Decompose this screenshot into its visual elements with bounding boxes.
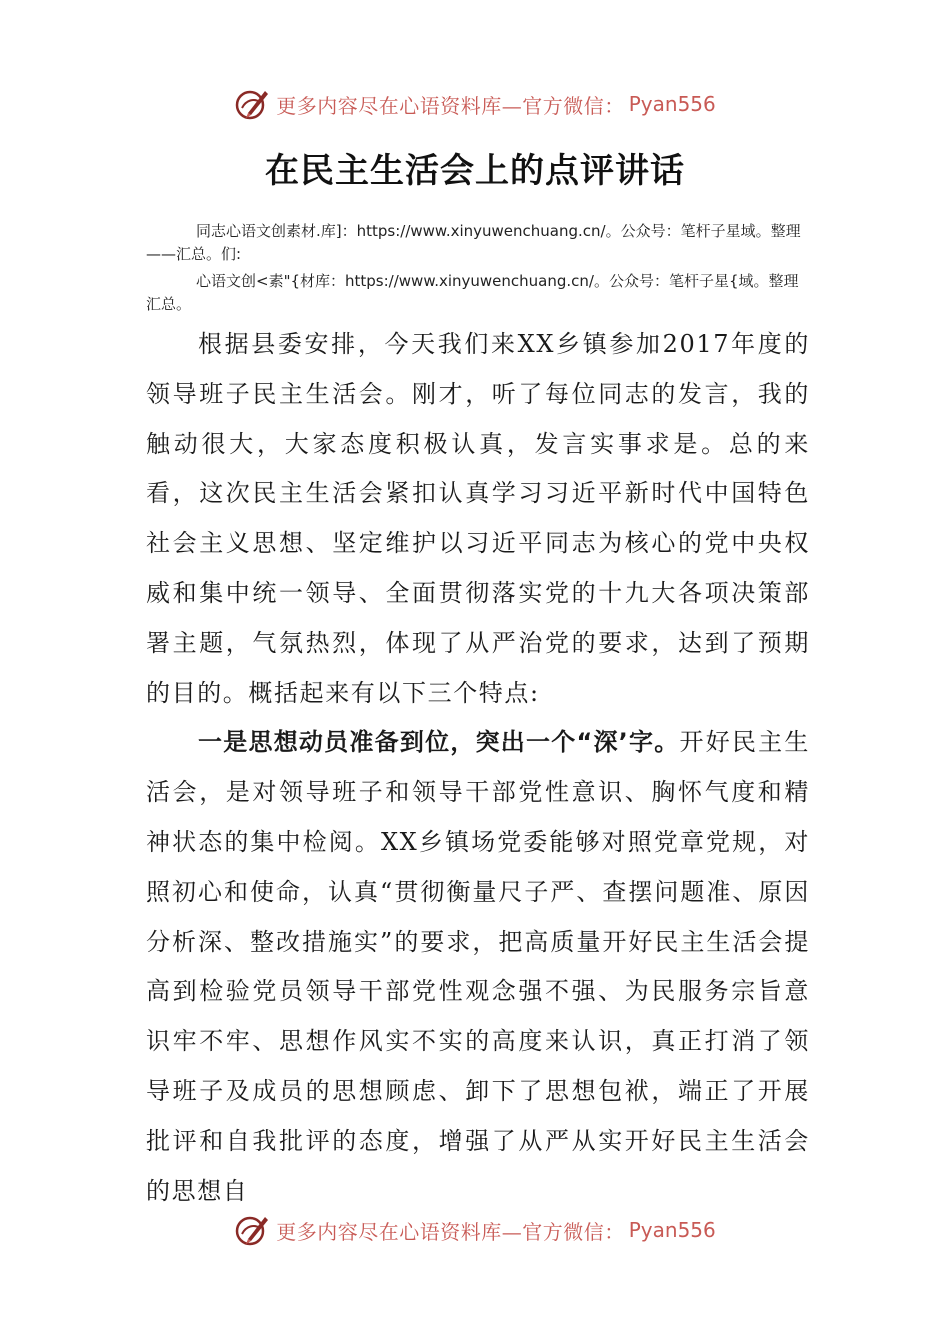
paragraph-point-one-lead: 一是思想动员准备到位，突出一个“深’字。 (198, 728, 680, 757)
header-banner (0, 84, 950, 124)
banner-wechat-id: Pyan556 (628, 1218, 716, 1242)
paragraph-point-one-body: 开好民主生活会，是对领导班子和领导干部党性意识、胸怀气度和精神状态的集中检阅。XX乡镇场党委能够对照党章党规，对照初心和使命，认真“贯彻衡量尺子严、查摆问题准、原因分析深、整改措施实”的要求，把高质量开好民主生活会提高到检验党员领导干部党性观念强不强、为民服务宗旨意识牢不牢、思想作风实不实的高度来认识，真正打消了领导班子及成员的思想顾虑、卸下了思想包袱，端正了开展批评和自我批评的态度，增强了从严从实开好民主生活会的思想自 (146, 728, 811, 1205)
footer-banner (0, 1210, 950, 1250)
paragraph-intro: 根据县委安排，今天我们来XX乡镇参加2017年度的领导班子民主生活会。刚才，听了每位同志的发言，我的触动很大，大家态度积极认真，发言实事求是。总的来看，这次民主生活会紧扣认真学习习近平新时代中国特色社会主义思想、坚定维护以习近平同志为核心的党中央权威和集中统一领导、全面贯彻落实党的十九大各项决策部署主题，气氛热烈，体现了从严治党的要求，达到了预期的目的。概括起来有以下三个特点: (146, 330, 810, 707)
paragraph-point-one (146, 718, 810, 1216)
banner-text: 更多内容尽在心语资料库—官方微信： (276, 93, 625, 118)
source-note-1-text: 同志心语文创素材.库]：https://www.xinyuwenchuang.cn/。公众号：笔杆子星域。整理——汇总。们: (146, 222, 801, 263)
banner-wechat-id: Pyan556 (628, 92, 716, 116)
document-title: 在民主生活会上的点评讲话 (265, 151, 685, 191)
pen-logo-icon (234, 1212, 270, 1248)
source-note-2-text: 心语文创<素"{材库：https://www.xinyuwenchuang.cn/。公众号：笔杆子星{域。整理汇总。 (146, 272, 799, 313)
source-note-2 (146, 270, 810, 316)
banner-text: 更多内容尽在心语资料库—官方微信： (276, 1219, 625, 1244)
source-note-1 (146, 220, 810, 266)
document-body (146, 320, 810, 1216)
pen-logo-icon (234, 86, 270, 122)
